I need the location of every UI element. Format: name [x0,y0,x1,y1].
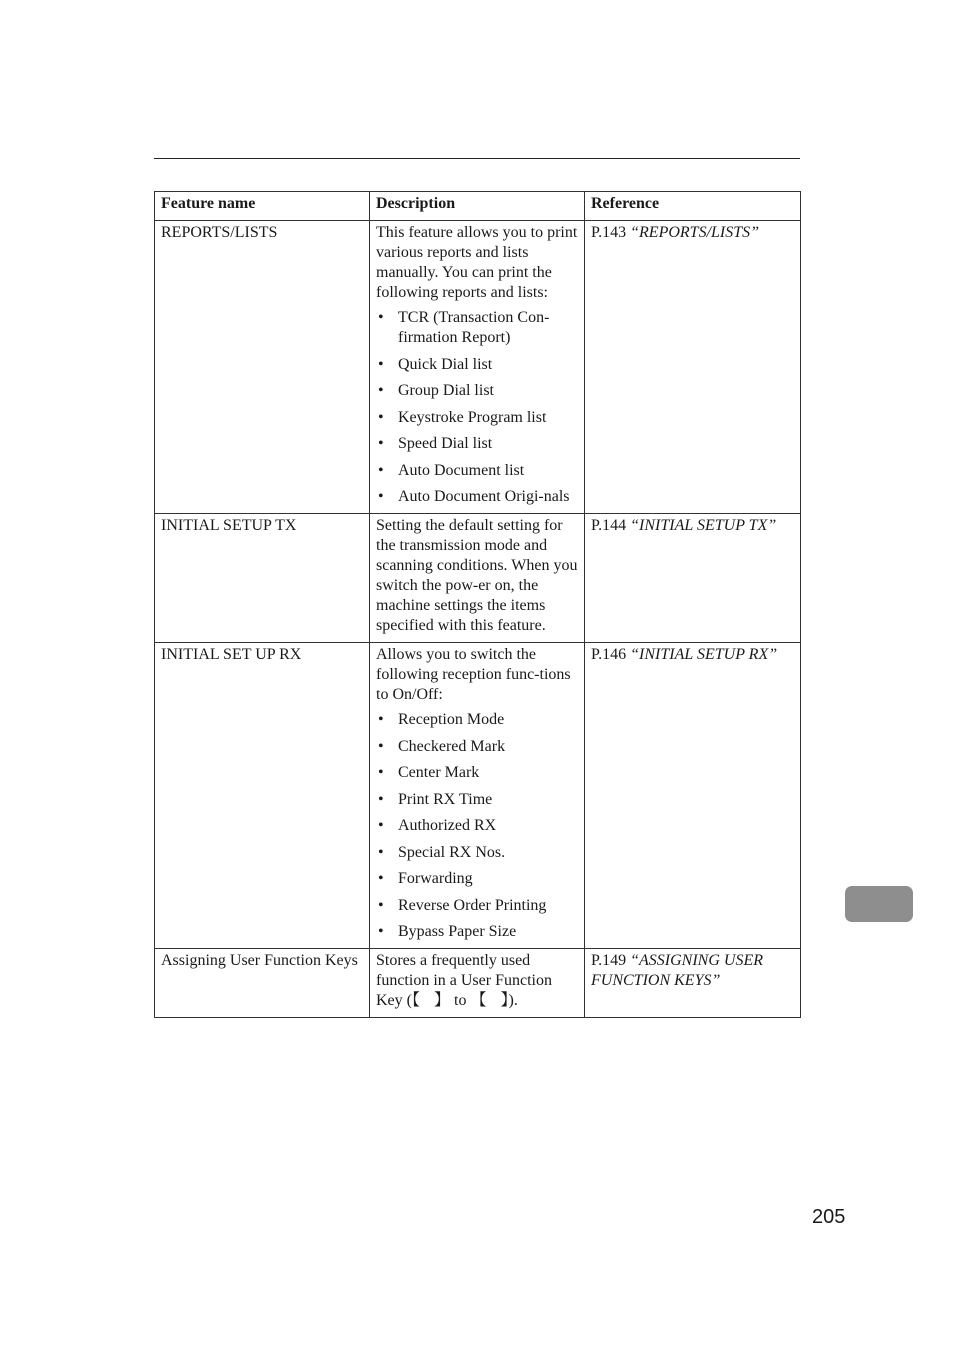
table-row [155,643,801,949]
reference-page: P.144 [591,517,627,534]
list-item: • Special RX Nos. [376,843,578,863]
list-item: • Checkered Mark [376,737,578,757]
reference-cell [585,514,801,643]
key-bracket-open: 【 [470,992,487,1009]
description-text: Allows you to switch the following reception func-tions to On/Off: [376,646,571,703]
column-header-feature-name: Feature name [155,192,370,221]
table-header-row [155,192,801,221]
description-text: Setting the default setting for the transmission mode and scanning conditions. When you switch the pow-er on, the machine settings the items specified with this feature. [376,517,578,634]
reference-cell [585,949,801,1018]
description-text: This feature allows you to print various reports and lists manually. You can print the following reports and lists: [376,224,578,301]
list-item: • Auto Document Origi-nals [376,487,578,507]
column-header-description: Description [370,192,585,221]
list-item: • Reception Mode [376,710,578,730]
list-item: • Authorized RX [376,816,578,836]
list-item: • Reverse Order Printing [376,896,578,916]
list-item: • Group Dial list [376,381,578,401]
chapter-tab [845,886,913,922]
page-number: 205 [812,1206,846,1228]
list-item: • Quick Dial list [376,355,578,375]
description-suffix: ). [508,992,518,1009]
feature-table [154,191,801,1018]
list-item: • TCR (Transaction Con-firmation Report) [376,308,578,348]
reference-page: P.143 [591,224,627,241]
description-cell [370,514,585,643]
table-row [155,221,801,514]
list-item: • Keystroke Program list [376,408,578,428]
key-bracket-close: 】 [500,992,509,1009]
key-range-to: to [454,992,467,1009]
list-item: • Center Mark [376,763,578,783]
reference-link[interactable]: “ASSIGNING USER FUNCTION KEYS” [591,952,764,989]
table-row [155,949,801,1018]
reference-link[interactable]: “INITIAL SETUP TX” [630,517,777,534]
reference-cell [585,643,801,949]
list-item: • Auto Document list [376,461,578,481]
key-bracket-close: 】 [434,992,451,1009]
description-cell [370,643,585,949]
list-item: • Forwarding [376,869,578,889]
column-header-reference: Reference [585,192,801,221]
reference-link[interactable]: “INITIAL SETUP RX” [630,646,778,663]
description-cell [370,949,585,1018]
key-bracket-open: 【 [411,992,420,1009]
reference-page: P.149 [591,952,627,969]
feature-name-cell: Assigning User Function Keys [155,949,370,1018]
header-rule [154,158,800,159]
reference-link[interactable]: “REPORTS/LISTS” [630,224,760,241]
bullet-list [376,710,578,942]
feature-name-cell: INITIAL SET UP RX [155,643,370,949]
list-item: • Bypass Paper Size [376,922,578,942]
bullet-list [376,308,578,507]
description-text: Stores a frequently used function in a User Function Key ( [376,952,552,1009]
table-row [155,514,801,643]
feature-name-cell: INITIAL SETUP TX [155,514,370,643]
list-item: • Print RX Time [376,790,578,810]
description-cell [370,221,585,514]
list-item: • Speed Dial list [376,434,578,454]
reference-cell [585,221,801,514]
feature-name-cell: REPORTS/LISTS [155,221,370,514]
reference-page: P.146 [591,646,627,663]
